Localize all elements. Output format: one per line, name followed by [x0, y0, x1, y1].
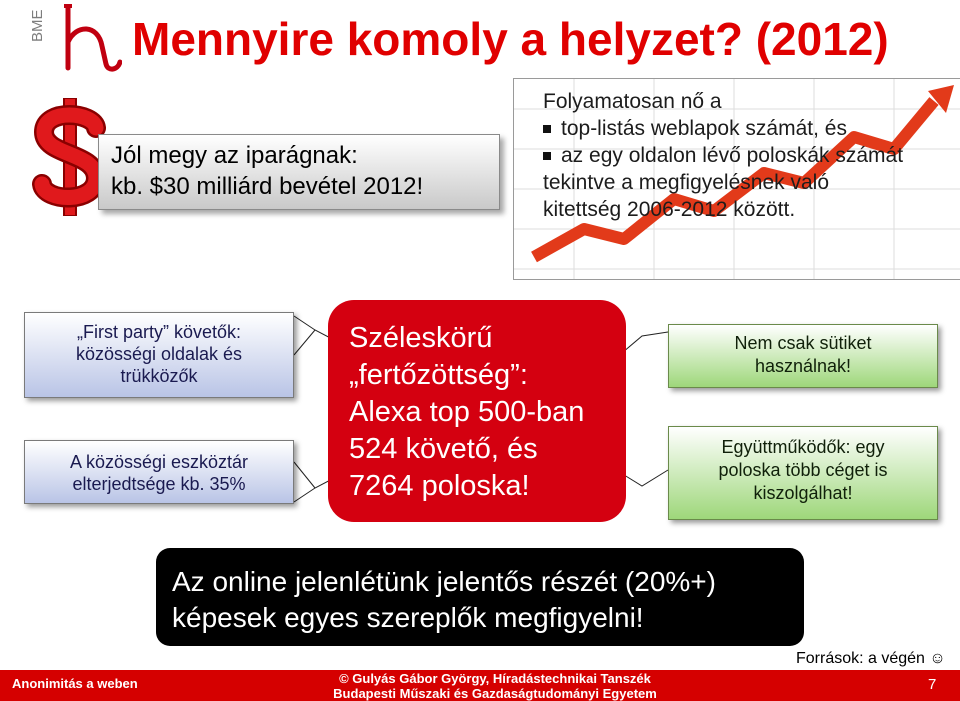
first-party-trackers-box	[24, 312, 294, 398]
footer-author: © Gulyás Gábor György, Híradástechnikai Tanszék	[339, 671, 651, 686]
infection-line-5: 7264 poloska!	[349, 470, 530, 502]
page-title: Mennyire komoly a helyzet? (2012)	[132, 13, 889, 65]
footer-credits	[330, 671, 660, 701]
infection-line-3: Alexa top 500-ban	[349, 396, 585, 428]
cookies-line-2: használnak!	[754, 356, 852, 376]
infection-callout	[328, 300, 626, 522]
chart-note-tail-1: tekintve a megfigyelésnek való	[543, 171, 829, 194]
partners-box	[668, 426, 938, 520]
first-party-line-1: „First party” követők:	[76, 322, 242, 342]
infection-line-2: „fertőzöttség”:	[349, 359, 528, 391]
chart-note-lead: Folyamatosan nő a	[543, 90, 722, 113]
page-number: 7	[928, 676, 937, 693]
first-party-line-3: trükközők	[120, 366, 198, 386]
social-toolbar-box	[24, 440, 294, 504]
chart-note-bullet-1: top-listás weblapok számát, és	[543, 115, 953, 142]
infection-line-1: Széleskörű	[349, 322, 493, 354]
first-party-line-2: közösségi oldalak és	[75, 344, 243, 364]
not-only-cookies-box	[668, 324, 938, 388]
footer-course-title: Anonimitás a weben	[12, 676, 138, 691]
logo-text: BME	[29, 9, 46, 42]
conclusion-line-1: Az online jelenlétünk jelentős részét (20%+)	[172, 566, 716, 597]
industry-line-2: kb. $30 milliárd bevétel 2012!	[111, 173, 424, 200]
toolbar-line-2: elterjedtsége kb. 35%	[72, 474, 246, 494]
partners-line-1: Együttműködők: egy	[721, 437, 885, 457]
chart-note-tail-2: kitettség 2006-2012 között.	[543, 198, 796, 221]
footer-bar	[0, 670, 960, 701]
industry-line-1: Jól megy az iparágnak:	[111, 142, 358, 169]
conclusion-box	[156, 548, 804, 646]
cookies-line-1: Nem csak sütiket	[734, 333, 872, 353]
chart-note-bullet-2: az egy oldalon lévő poloskák számát	[543, 142, 953, 169]
footer-university: Budapesti Műszaki és Gazdaságtudományi Egyetem	[333, 686, 657, 701]
partners-line-2: poloska több céget is	[718, 460, 888, 480]
toolbar-line-1: A közösségi eszköztár	[69, 452, 249, 472]
conclusion-line-2: képesek egyes szereplők megfigyelni!	[172, 602, 644, 633]
infection-line-4: 524 követő, és	[349, 433, 538, 465]
sources-note: Források: a végén ☺	[796, 650, 946, 667]
partners-line-3: kiszolgálhat!	[753, 483, 853, 503]
